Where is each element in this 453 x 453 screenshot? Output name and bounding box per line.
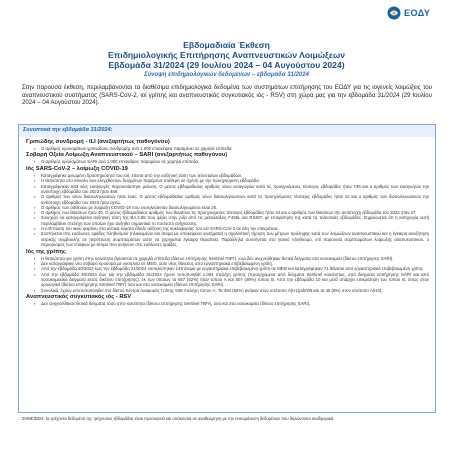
- report-summary-caption: Σύνοψη επιδημιολογικών δεδομένων – εβδομάδα 31/2024: [144, 72, 309, 78]
- section-list-covid: [19, 173, 435, 247]
- report-title: Εβδομαδιαία Έκθεση: [183, 40, 270, 50]
- footnote: ΣΗΜΕΙΩΣΗ: τα τρέχοντα δεδομένα της τρέχουσας εβδομάδας είναι προσωρινά και υπόκεινται σε αναθεώρηση με την ενσωμάτωση δεδομένων που δηλώνονται αναδρομικά.: [22, 416, 335, 421]
- list-item: ▪ Από την εβδομάδα 40/2023 έως την εβδομάδα 31/2024 νοσηλεύτηκαν 149 άτομα με εργαστηριακά επιβεβαιωμένη γρίπη σε ΜΕΘ και καταγράφηκαν 71 θάνατοι από εργαστηριακά επιβεβαιωμένη γρίπη.: [41, 266, 429, 271]
- section-title-covid: Ιός SARS-CoV-2 – λοίμωξη COVID-19: [26, 166, 128, 173]
- summary-box: [18, 124, 436, 413]
- summary-heading: Συνοπτικά την εβδομάδα 31/2024:: [19, 125, 435, 137]
- list-item: ▪ Συνεχίζει να καταγράφεται αυξητική τάση της BA.2.86 που φέρει στην ρίζα από τις μεταλλάξεις F456L και R346T, με επικράτηση της κατά τις τελευταίες εβδομάδες. Σημειώνεται ότι η κατηγορία αυτή περιλαμβάνει στελέχη των οποίων έχει αυξηθεί σημαντικά το ποσοστό ανίχνευσης.: [41, 215, 429, 226]
- section-title-rsv: Αναπνευστικός συγκυτιακός ιός - RSV: [26, 294, 132, 301]
- list-item: ▪ Από την εβδομάδα 40/2023 έως και την εβδομάδα 31/2024 έχουν τυποποιηθεί 1.064 στελέχη γρίπης (προερχόμενα από δείγματα Sentinel κοινότητας, από δείγματα επιτήρησης SARI και από νοσοκομειακά δείγματα εκτός δικτύου επιτήρησης), εκ των οποίων τα 557 (52%) ήταν τύπου A και 507 (48%) τύπου B. Από την εβδομάδα 10 και μετά υπάρχει επικράτηση του τύπου Β, όπως στον ορολογικό (δίκτυο επιτήρησης Sentinel ΠΦΥ) όσο και στα νοσοκομεία (δίκτυο επιτήρησης SARI).: [41, 272, 429, 288]
- report-subtitle: Επιδημιολογικής Επιτήρησης Αναπνευστικών Λοιμώξεων: [108, 50, 345, 60]
- section-title-influenza: Ιός της γρίπης: [26, 248, 66, 255]
- list-item: ▪ Καταγράφηκε μειωμένη δραστηριότητα του ιού, έπειτα από την αυξητική τάση των τελευταίων εβδομάδων.: [41, 173, 429, 178]
- eody-logo-icon: [387, 6, 401, 20]
- section-list-influenza: [19, 256, 435, 293]
- intro-paragraph: Στην παρούσα έκθεση, περιλαμβάνονται τα διαθέσιμα επιδημιολογικά δεδομένα των συστημάτων επιτήρησης του ΕΟΔΥ για τις ιογενείς λοιμώξεις του αναπνευστικού συστήματος (SARS-CoV-2, ιοί γρίπης και αναπνευστικός συγκυτιακός ιός - RSV) στη χώρα μας για την εβδομάδα 31/2024 (29 Ιουλίου 2024 – 04 Αυγούστου 2024).: [22, 84, 432, 107]
- list-item: ▪ Η θετικότητα στο σύνολο των ελεγχθέντων δειγμάτων παρέμεινε σταθερή σε σχέση με την προηγούμενη εβδομάδα.: [41, 178, 429, 183]
- logo-wordmark: ΕΟΔΥ: [404, 8, 431, 18]
- list-item: ▪ Η θετικότητα για γρίπη στην κοινότητα βρίσκεται σε χαμηλά επίπεδα (δίκτυο επιτήρησης Sentinel ΠΦΥ), ενώ δεν ανιχνεύθηκαν θετικά δείγματα στα νοσοκομεία (δίκτυο επιτήρησης SARI).: [41, 256, 429, 261]
- list-item: ▪ Καταγράφηκαν 833 νέες εισαγωγές παρουσιάστηκε μείωση. Ο μέσος εβδομαδιαίος αριθμός νέων εισαγωγών κατά τις προηγούμενες τέσσερις εβδομάδες ήταν 739 και ο αριθμός των εισαγωγών την αντίστοιχη εβδομάδα του 2023 ήταν 469.: [41, 184, 429, 195]
- section-list-ili: [19, 146, 435, 151]
- section-title-ili: Γριπώδης συνδρομή - ILI (ανεξαρτήτως παθογόνου): [26, 138, 170, 145]
- section-list-rsv: [19, 301, 435, 306]
- list-item: ▪ Συνολικά, έχουν υποτυποποιηθεί στο δίκτυο Κέντρα Αναφοράς Γρίπης 539 στελέχη τύπου A. Τα 494 (92%) ανήκαν στον υπότυπο A(H1)pdm09 και τα 45 (8%) στον υπότυπο A(H3).: [41, 288, 429, 293]
- section-list-sari: [19, 159, 435, 164]
- report-header: [0, 40, 453, 79]
- list-item: ▪ Ο αριθμός κρουσμάτων γριπώδους συνδρομής ανά 1.000 επισκέψεις παραμένει σε χαμηλά επίπεδα.: [41, 146, 429, 151]
- section-title-sari: Σοβαρή Οξεία Λοίμωξη Αναπνευστικού – SARI (ανεξαρτήτως παθογόνου): [26, 152, 228, 159]
- report-week: Εβδομάδα 31/2024 (29 Ιουλίου 2024 – 04 Αυγούστου 2024): [108, 60, 345, 70]
- list-item: ▪ Ο αριθμός των θανάτων ήταν 40. Ο μέσος εβδομαδιαίος αριθμός των θανάτων τις προηγούμενες τέσσερις εβδομάδες ήταν 34 και ο αριθμός των θανάτων την αντίστοιχη εβδομάδα του 2023 ήταν 27.: [41, 210, 429, 215]
- list-item: ▪ Ο αριθμός κρουσμάτων SARI ανά 1.000 επισκέψεις παραμένει σε χαμηλά επίπεδα.: [41, 159, 429, 164]
- list-item: ▪ Δεν ανιχνεύθηκαν θετικά δείγματα τόσο στην κοινότητα (δίκτυο επιτήρησης Sentinel ΠΦΥ), όσο και στα νοσοκομεία (δίκτυο επιτήρησης SARI).: [41, 301, 429, 306]
- list-item: ▪ Η επίπτωση του ιικού φορτίου στα αστικά λύματα έδειξε αύξηση της κυκλοφορίας του ιού SARS-CoV-2 σε όλη την επικράτεια.: [41, 226, 429, 231]
- list-item: ▪ Ο αριθμός των νέων διασωληνώσεων ήταν ένας. Ο μέσος εβδομαδιαίος αριθμός νέων διασωληνώσεων κατά τις προηγούμενες τέσσερις εβδομάδες ήταν 12 και ο αριθμός των διασωληνώσεων την αντίστοιχη εβδομάδα του 2023 ήταν οχτώ.: [41, 194, 429, 205]
- eody-logo: [387, 4, 447, 26]
- list-item: ▪ Ο αριθμός των ασθενών με λοίμωξη COVID-19 που νοσηλεύονταν διασωληνωμένοι είναι 25.: [41, 205, 429, 210]
- list-item: ▪ Συστήνεται στις ευάλωτες ομάδες πληθυσμού (ηλικιωμένοι και άτομα με υποκείμενα νοσήματα) η σχολαστική τήρηση των μέτρων πρόληψης κατά των λοιμώξεων αναπνευστικού και η έγκαιρη αναζήτηση ιατρικής συμβουλής σε περίπτωση συμπτωμάτων ώστε να χορηγείται έγκαιρα θεραπεία. Παράλληλα συστήνεται στο γενικό πληθυσμό, επί παρουσία συμπτωμάτων λοίμωξης αναπνευστικού, ο περιορισμός των επαφών με άτομα που ανήκουν στις ευάλωτες ομάδες.: [41, 231, 429, 247]
- list-item: ▪ Δεν καταγράφηκε νέο σοβαρό κρούσμα με νοσηλεία σε ΜΕΘ, ούτε νέος θάνατος από εργαστηριακά επιβεβαιωμένη γρίπη.: [41, 261, 429, 266]
